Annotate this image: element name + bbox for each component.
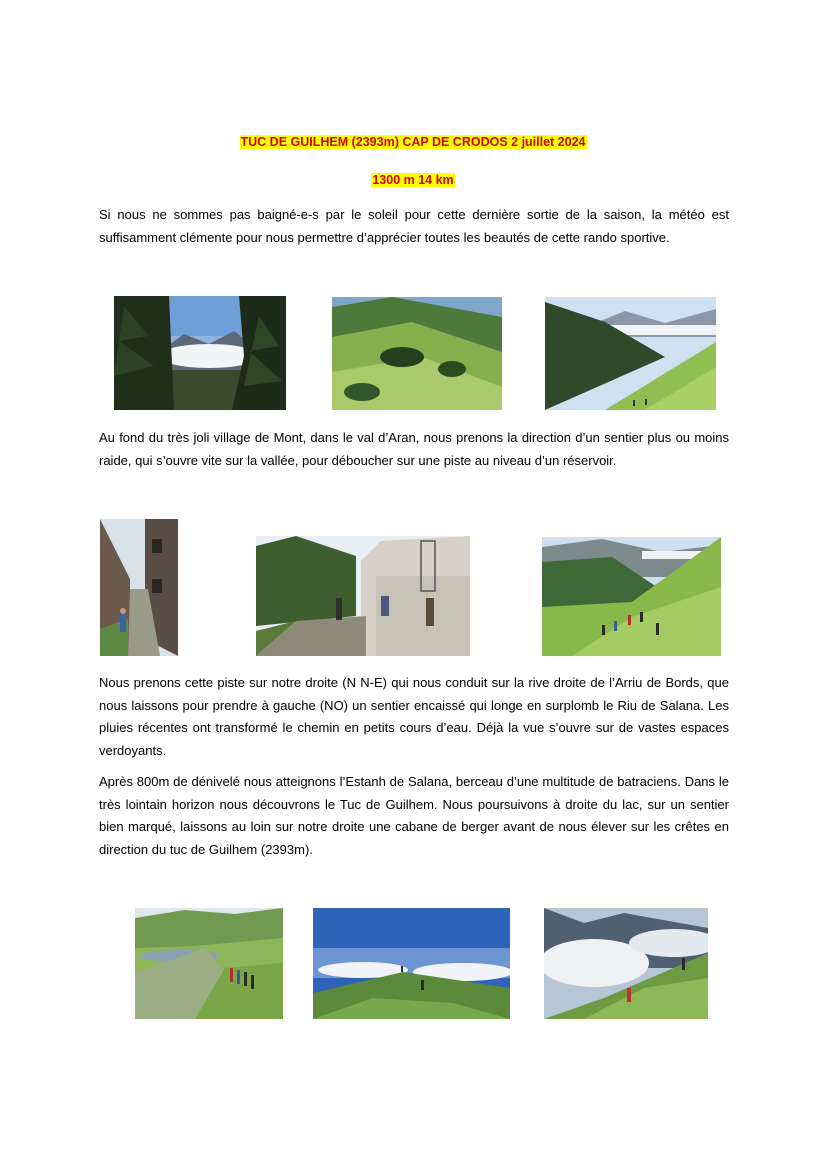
paragraph-intro: Si nous ne sommes pas baigné-e-s par le soleil pour cette dernière sortie de la saison, la météo est suffisamment clémente pour nous permettre d’apprécier toutes les beautés de cette rando sportive. bbox=[99, 207, 729, 245]
photo-village-street bbox=[100, 519, 178, 656]
photo-pines-clouds bbox=[114, 296, 286, 410]
photo-blue-sky-ridge bbox=[313, 908, 510, 1019]
photo-green-slopes bbox=[332, 297, 502, 410]
photo-reservoir bbox=[256, 536, 470, 656]
page-subtitle bbox=[0, 173, 826, 187]
page-subtitle-text: 1300 m 14 km bbox=[372, 173, 454, 187]
page-title-text: TUC DE GUILHEM (2393m) CAP DE CRODOS 2 juillet 2024 bbox=[240, 135, 586, 149]
paragraph-lake: Après 800m de dénivelé nous atteignons l’Estanh de Salana, berceau d’une multitude de batraciens. Dans le très lointain horizon nous découvrons le Tuc de Guilhem. Nous poursuivons à droite du lac, sur un sentier bien marqué, laissons au loin sur notre droite une cabane de berger avant de nous élever sur les crêtes en direction du tuc de Guilhem (2393m). bbox=[99, 774, 729, 857]
paragraph-track: Nous prenons cette piste sur notre droite (N N-E) qui nous conduit sur la rive droite de l’Arriu de Bords, que nous laissons pour prendre à gauche (NO) un sentier encaissé qui longe en surplomb le Riu de Salana. Les pluies récentes ont transformé le chemin en petits cours d’eau. Déjà la vue s’ouvre sur de vastes espaces verdoyants. bbox=[99, 675, 729, 758]
photo-valley-view bbox=[545, 297, 716, 410]
photo-cloud-sea bbox=[544, 908, 708, 1019]
photo-hikers-slope bbox=[542, 537, 721, 656]
page-title bbox=[0, 135, 826, 149]
paragraph-village: Au fond du très joli village de Mont, dans le val d’Aran, nous prenons la direction d’un sentier plus ou moins raide, qui s’ouvre vite sur la vallée, pour déboucher sur une piste au niveau d’un réservoir. bbox=[99, 430, 729, 468]
photo-lake-ridge bbox=[135, 908, 283, 1019]
